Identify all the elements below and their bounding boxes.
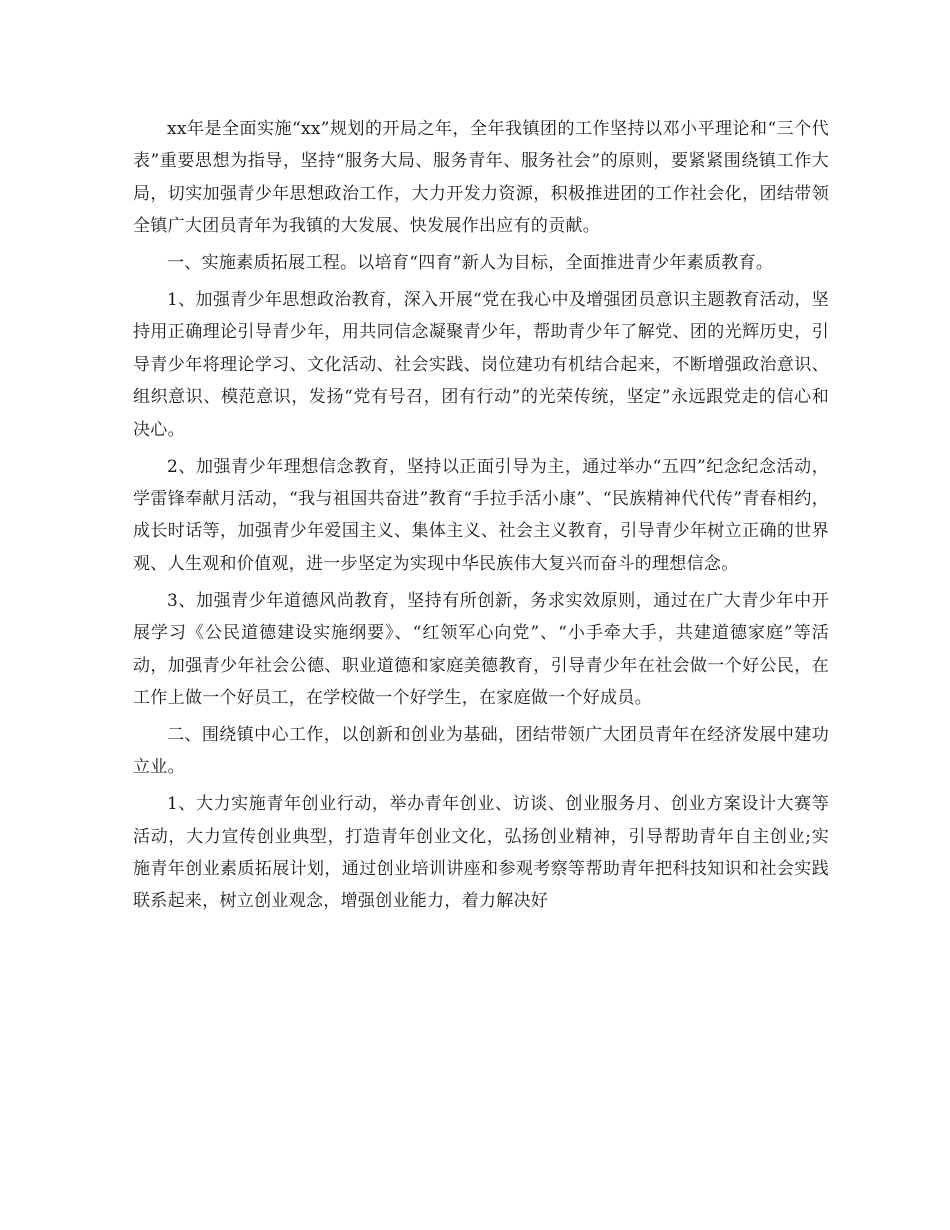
section-heading-2: 二、围绕镇中心工作，以创新和创业为基础，团结带领广大团员青年在经济发展中建功立业。 [133, 724, 829, 778]
paragraph-intro: xx年是全面实施“xx”规划的开局之年，全年我镇团的工作坚持以邓小平理论和“三个代表”重要思想为指导，坚持“服务大局、服务青年、服务社会”的原则，要紧紧围绕镇工作大局，切实加强青少年思想政治工作，大力开发力资源，积极推进团的工作社会化，团结带领全镇广大团员青年为我镇的大发展、快发展作出应有的贡献。 [133, 119, 829, 237]
paragraph-1-3: 3、加强青少年道德风尚教育，坚持有所创新，务求实效原则，通过在广大青少年中开展学习《公民道德建设实施纲要》、“红领军心向党”、“小手牵大手，共建道德家庭”等活动，加强青少年社会公德、职业道德和家庭美德教育，引导青少年在社会做一个好公民，在工作上做一个好员工，在学校做一个好学生，在家庭做一个好成员。 [133, 590, 829, 708]
paragraph-1-2: 2、加强青少年理想信念教育，坚持以正面引导为主，通过举办“五四”纪念纪念活动，学雷锋奉献月活动，“我与祖国共奋进”教育“手拉手活小康”、“民族精神代代传”青春相约，成长时话等，加强青少年爱国主义、集体主义、社会主义教育，引导青少年树立正确的世界观、人生观和价值观，进一步坚定为实现中华民族伟大复兴而奋斗的理想信念。 [133, 456, 829, 574]
paragraph-2-1: 1、大力实施青年创业行动，举办青年创业、访谈、创业服务月、创业方案设计大赛等活动，大力宣传创业典型，打造青年创业文化，弘扬创业精神，引导帮助青年自主创业;实施青年创业素质拓展计划，通过创业培训讲座和参观考察等帮助青年把科技知识和社会实践联系起来，树立创业观念，增强创业能力，着力解决好 [133, 794, 829, 912]
paragraph-1-1: 1、加强青少年思想政治教育，深入开展“党在我心中及增强团员意识主题教育活动，坚持用正确理论引导青少年，用共同信念凝聚青少年，帮助青少年了解党、团的光辉历史，引导青少年将理论学习、文化活动、社会实践、岗位建功有机结合起来，不断增强政治意识、组织意识、模范意识，发扬“党有号召，团有行动”的光荣传统，坚定”永远跟党走的信心和决心。 [133, 290, 829, 440]
section-heading-1: 一、实施素质拓展工程。以培育“四育”新人为目标，全面推进青少年素质教育。 [167, 253, 774, 274]
document-body [133, 113, 829, 922]
